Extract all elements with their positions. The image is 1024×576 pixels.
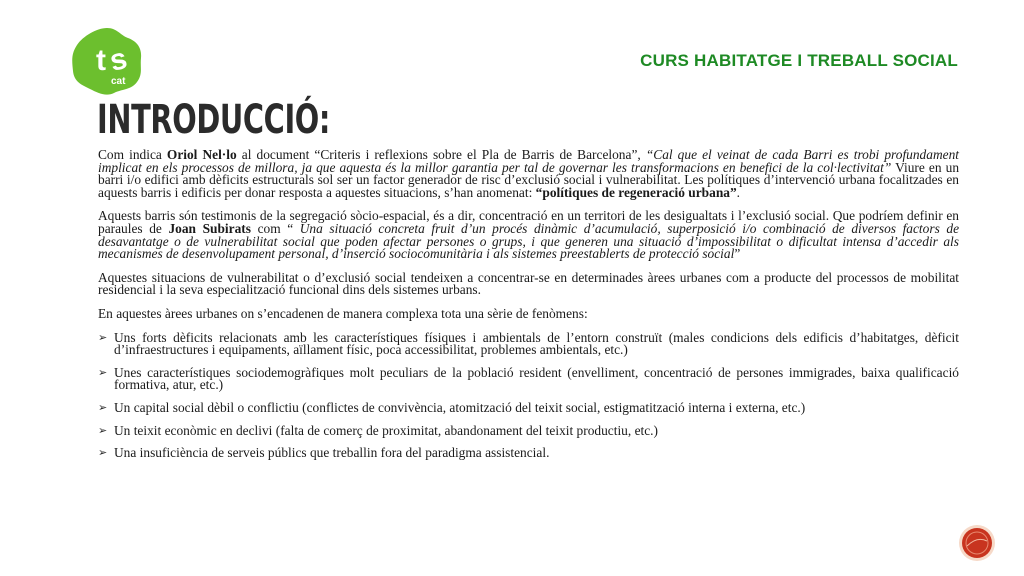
- p2-text-3: ”: [734, 246, 741, 262]
- page-title: INTRODUCCIÓ:: [97, 97, 331, 143]
- list-item: [98, 447, 959, 460]
- list-item-text: Unes característiques sociodemogràfiques molt peculiars de la població resident (envelliment, concentració de persones immigrades, baixa qualificació formativa, atur, etc.): [114, 364, 959, 393]
- p2-quote: Una situació concreta fruit d’un procés dinàmic d’acumulació, superposició i/o combinació de diversos factors de desavantatge o de vulnerabilitat social que poden afectar persones o grups, i que generen una situació d’impossibilitat o dificultat intensa d’accedir als mecanismes de desenvolupament personal, d’inserció sociocomunitària i als sistemes preestablerts de protecció social: [98, 220, 960, 262]
- p1-text-2: al document “Criteris i reflexions sobre el Pla de Barris de Barcelona”,: [236, 147, 646, 162]
- logo-text: cat: [111, 76, 126, 87]
- author-name-2: Joan Subirats: [168, 220, 251, 236]
- paragraph-1: [98, 149, 959, 199]
- paragraph-3: Aquestes situacions de vulnerabilitat o d’exclusió social tendeixen a concentrar-se en determinades àrees urbanes com a producte del processos de mobilitat residencial i la seva especialització funcional dins dels sistemes urbans.: [98, 269, 959, 298]
- arrow-bullet-icon: ➢: [98, 366, 108, 379]
- p2-text-2: com “: [250, 220, 300, 236]
- list-item-text: Un capital social dèbil o conflictiu (conflictes de convivència, atomització del teixit social, estigmatització interna i externa, etc.): [114, 399, 806, 415]
- p1-text-1: Com indica: [98, 147, 167, 162]
- list-item: [98, 422, 959, 438]
- list-item-text: Uns forts dèficits relacionats amb les característiques físiques i ambientals de l’entorn construït (males condicions dels edificis d’habitatges, dèficit d’infraestructures i equipaments, aïllament físic, poca accessibilitat, problemes ambientals, etc.): [114, 329, 959, 358]
- p1-key-term: “polítiques de regeneració urbana”: [535, 184, 737, 200]
- p1-text-3: Viure en un barri i/o edifici amb dèficits estructurals sol ser un factor generador de risc d’exclusió social i vulnerabilitat. Les polítiques d’intervenció urbana focalitzades en aquests barris i edificis per donar resposta a aquestes situacions, s’han anomenat:: [98, 159, 960, 200]
- svg-text:s: s: [106, 42, 130, 78]
- paragraph-2: [98, 210, 959, 260]
- paragraph-4: En aquestes àrees urbanes on s’encadenen de manera complexa tota una sèrie de fenòmens:: [98, 305, 588, 321]
- corner-badge-icon: [958, 524, 996, 562]
- course-header: CURS HABITATGE I TREBALL SOCIAL: [640, 51, 958, 70]
- list-item: [98, 364, 959, 393]
- list-item: [98, 329, 959, 358]
- list-item-text: Una insuficiència de serveis públics que treballin fora del paradigma assistencial.: [114, 445, 550, 461]
- arrow-bullet-icon: ➢: [98, 424, 108, 437]
- arrow-bullet-icon: ➢: [98, 401, 108, 414]
- p2-text-1: Aquests barris són testimonis de la segregació sòcio-espacial, és a dir, concentració en un territori de les desigualtats i l’exclusió social. Que podríem definir en paraules de: [98, 208, 959, 236]
- p1-text-4: .: [736, 184, 741, 200]
- list-item-text: Un teixit econòmic en declivi (falta de comerç de proximitat, abandonament del teixit productiu, etc.): [114, 422, 658, 438]
- author-name: Oriol Nel·lo: [166, 147, 237, 162]
- p1-quote: “Cal que el veinat de cada Barri es trobi profundament implicat en els processos de millora, ja que aquesta és la millor garantia per tal de governar les transformacions en benefici de la col·lectivitat”: [98, 147, 959, 175]
- arrow-bullet-icon: ➢: [98, 331, 108, 344]
- slide-content: [98, 149, 959, 470]
- svg-text:t: t: [96, 44, 106, 77]
- phenomena-list: [98, 329, 959, 461]
- arrow-bullet-icon: ➢: [98, 447, 108, 460]
- list-item: [98, 399, 959, 415]
- brand-logo: [70, 26, 144, 96]
